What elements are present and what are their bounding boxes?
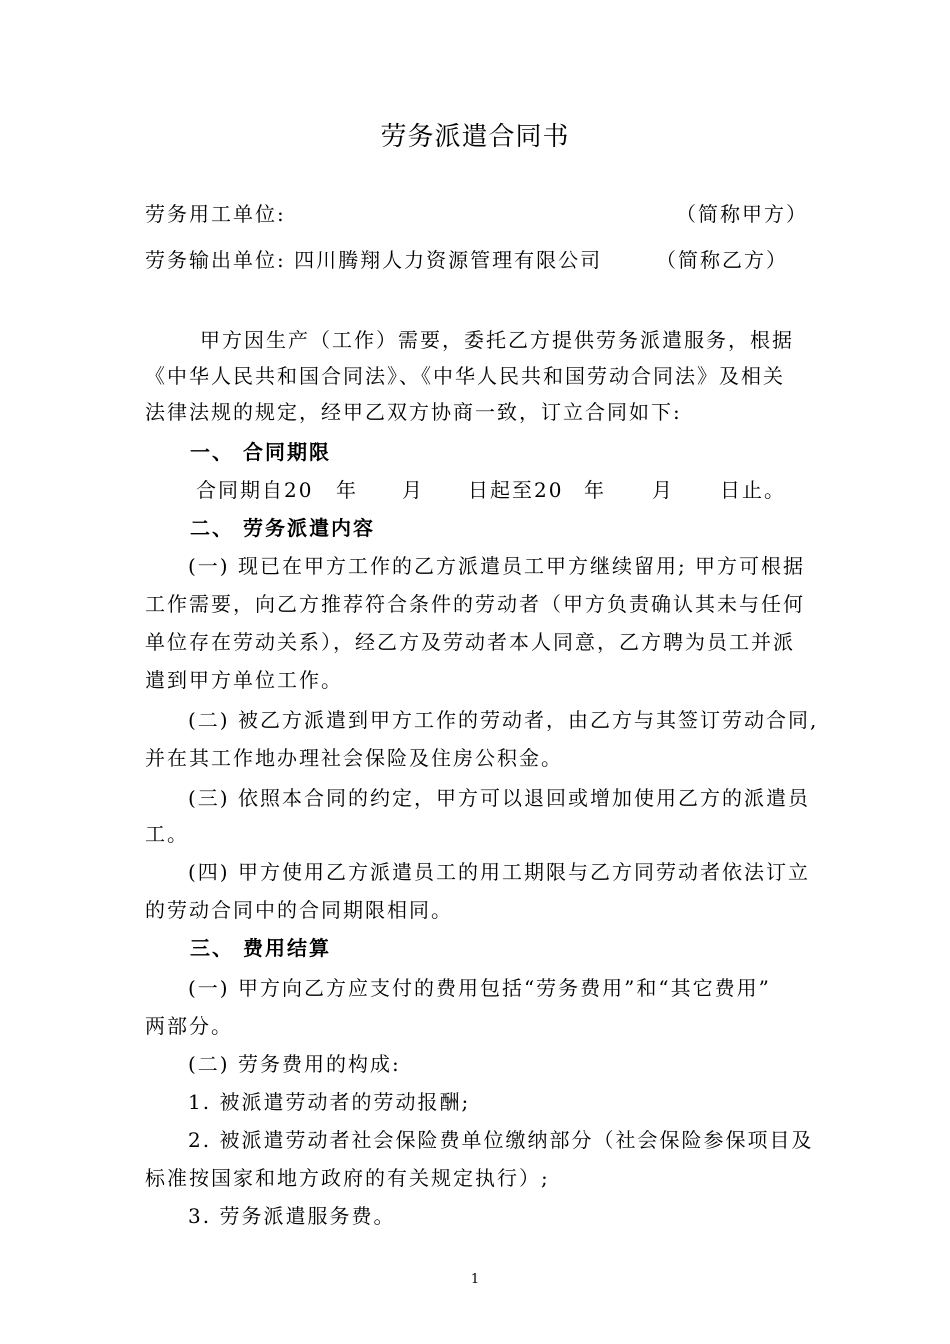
s3-item-2-line-2: 标准按国家和地方政府的有关规定执行）; (145, 1166, 550, 1190)
section-2-heading: 二、 劳务派遣内容 (190, 516, 375, 540)
provider-name: 四川腾翔人力资源管理有限公司 (294, 248, 603, 272)
s2-p2-line-2: 并在其工作地办理社会保险及住房公积金。 (145, 746, 563, 770)
intro-line-1: 甲方因生产（工作）需要，委托乙方提供劳务派遣服务，根据 (200, 328, 794, 352)
s3-item-2-line-1: 2. 被派遣劳动者社会保险费单位缴纳部分（社会保险参保项目及 (188, 1128, 814, 1152)
term-part-f: 月 (652, 478, 674, 502)
s2-p1-line-3: 单位存在劳动关系），经乙方及劳动者本人同意，乙方聘为员工并派 (145, 630, 795, 654)
provider-label: 劳务输出单位: (145, 248, 286, 272)
employer-label: 劳务用工单位: (145, 202, 286, 226)
term-part-b: 年 (336, 478, 358, 502)
section-3-heading: 三、 费用结算 (190, 936, 331, 960)
term-part-g: 日止。 (720, 478, 786, 502)
s3-p2: (二) 劳务费用的构成: (188, 1052, 401, 1076)
s2-p2-line-1: (二) 被乙方派遣到甲方工作的劳动者，由乙方与其签订劳动合同, (188, 708, 819, 732)
section-1-heading: 一、 合同期限 (190, 440, 331, 464)
s2-p3-line-2: 工。 (145, 822, 189, 846)
s2-p1-line-4: 遣到甲方单位工作。 (145, 668, 343, 692)
s2-p1-line-2: 工作需要，向乙方推荐符合条件的劳动者（甲方负责确认其未与任何 (145, 592, 805, 616)
term-part-d: 日起至20 (468, 478, 564, 502)
intro-line-2: 《中华人民共和国合同法》、《中华人民共和国劳动合同法》及相关 (145, 364, 785, 388)
s3-item-3: 3. 劳务派遣服务费。 (188, 1204, 396, 1228)
s3-item-1: 1. 被派遣劳动者的劳动报酬; (188, 1090, 471, 1114)
provider-abbr: （简称乙方） (656, 248, 788, 272)
s2-p3-line-1: (三) 依照本合同的约定，甲方可以退回或增加使用乙方的派遣员 (188, 786, 810, 810)
s2-p4-line-1: (四) 甲方使用乙方派遣员工的用工期限与乙方同劳动者依法订立 (188, 860, 810, 884)
s2-p1-line-1: (一) 现已在甲方工作的乙方派遣员工甲方继续留用; 甲方可根据 (188, 554, 806, 578)
term-part-c: 月 (402, 478, 424, 502)
employer-abbr: （简称甲方） (676, 202, 808, 226)
page-number: 1 (470, 1272, 480, 1287)
s3-p1-line-1: (一) 甲方向乙方应支付的费用包括“劳务费用”和“其它费用” (188, 976, 771, 1000)
s2-p4-line-2: 的劳动合同中的合同期限相同。 (145, 898, 453, 922)
provider-line (145, 246, 602, 274)
term-part-a: 合同期自20 (196, 478, 314, 502)
intro-line-3: 法律法规的规定，经甲乙双方协商一致，订立合同如下: (145, 400, 682, 424)
term-part-e: 年 (584, 478, 606, 502)
document-title: 劳务派遣合同书 (380, 122, 570, 152)
s3-p1-line-2: 两部分。 (145, 1014, 233, 1038)
